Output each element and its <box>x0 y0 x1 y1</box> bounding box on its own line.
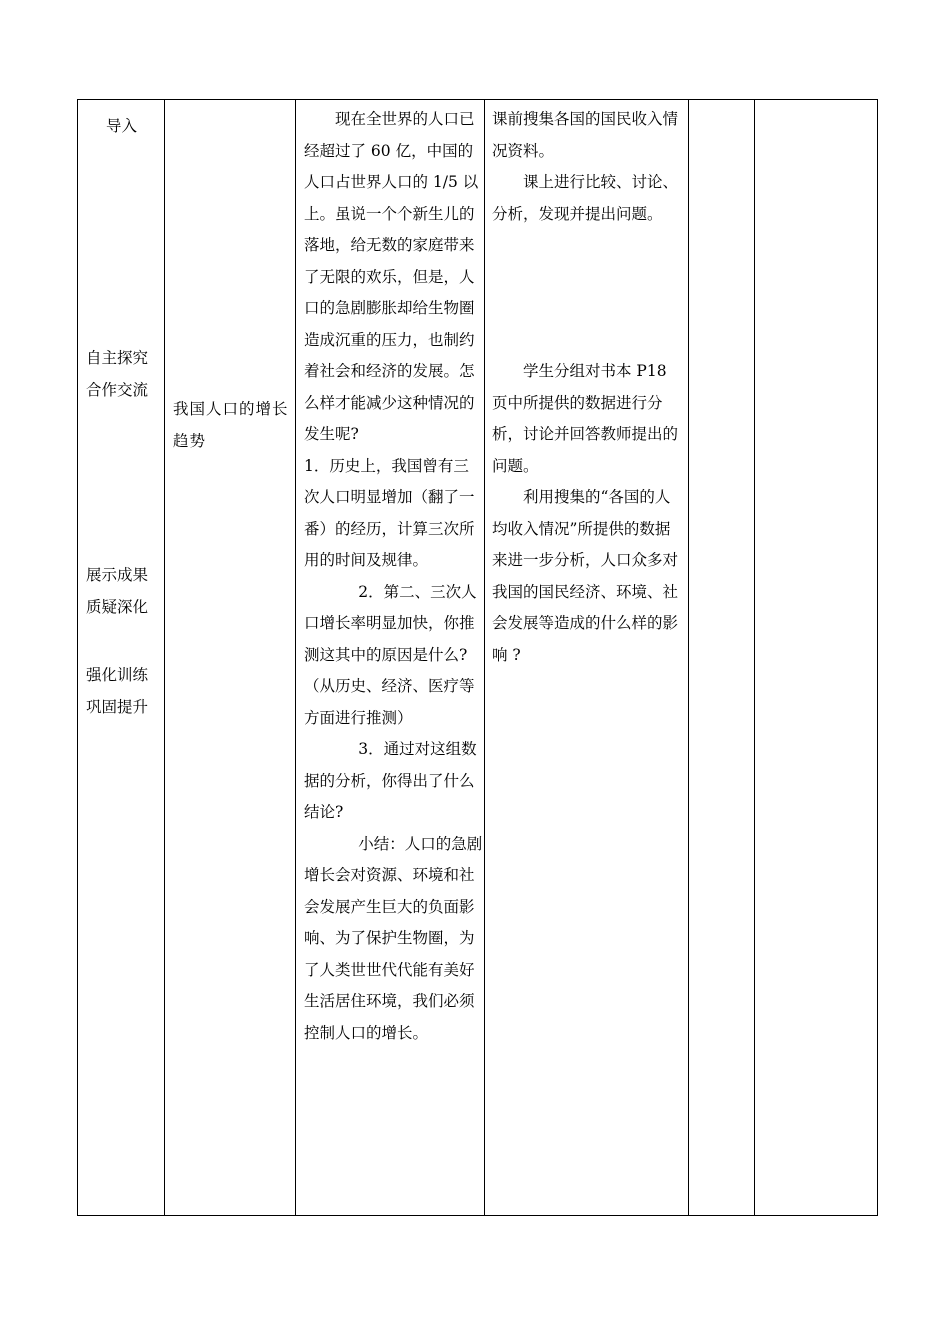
teacher-intro-paragraph: 现在全世界的人口已经超过了 60 亿，中国的人口占世界人口的 1/5 以上。虽说一个个新生儿的落地，给无数的家庭带来了无限的欢乐，但是，人口的急剧膨胀却给生物圈造成沉重的压力，也制约着社会和经济的发展。怎么样才能减少这种情况的发生呢? <box>304 110 479 443</box>
teacher-question-1: 1．历史上，我国曾有三次人口明显增加（翻了一番）的经历，计算三次所用的时间及规律。 <box>304 456 475 569</box>
teacher-question-2: 2．第二、三次人口增长率明显加快，你推测这其中的原因是什么? <box>304 582 477 664</box>
column-divider <box>295 100 296 1215</box>
column-divider <box>484 100 485 1215</box>
stage-train-line-1: 强化训练 <box>86 666 149 684</box>
teacher-summary: 小结：人口的急剧增长会对资源、环境和社会发展产生巨大的负面影响、为了保护生物圈，为了人类世世代代能有美好生活居住环境，我们必须控制人口的增长。 <box>304 834 483 1042</box>
stage-intro: 导入 <box>106 117 138 135</box>
stage-show <box>86 560 166 623</box>
teacher-activity <box>304 104 484 1049</box>
stage-train-line-2: 巩固提升 <box>86 697 149 716</box>
column-divider <box>164 100 165 1215</box>
stage-explore-line-2: 合作交流 <box>86 380 149 399</box>
student-activity <box>492 104 684 671</box>
student-discussion: 课上进行比较、讨论、分析，发现并提出问题。 <box>492 173 679 223</box>
stage-explore-line-1: 自主探究 <box>86 349 149 367</box>
column-divider <box>754 100 755 1215</box>
stage-show-line-2: 质疑深化 <box>86 597 149 616</box>
lesson-plan-table <box>77 99 878 1216</box>
stage-train <box>86 660 166 723</box>
teacher-question-3: 3．通过对这组数据的分析，你得出了什么结论? <box>304 740 477 821</box>
stage-show-line-1: 展示成果 <box>86 566 149 584</box>
column-divider <box>688 100 689 1215</box>
stage-explore <box>86 343 166 406</box>
student-preparation: 课前搜集各国的国民收入情况资料。 <box>492 110 679 160</box>
student-group-analysis: 学生分组对书本 P18 页中所提供的数据进行分析，讨论并回答教师提出的问题。 <box>492 362 679 475</box>
student-income-analysis: 利用搜集的“各国的人均收入情况”所提供的数据来进一步分析，人口众多对我国的国民经济、环境、社会发展等造成的什么样的影响 ? <box>492 488 679 664</box>
topic-text: 我国人口的增长趋势 <box>173 400 289 450</box>
teacher-question-2-hint: （从历史、经济、医疗等方面进行推测） <box>304 677 475 727</box>
